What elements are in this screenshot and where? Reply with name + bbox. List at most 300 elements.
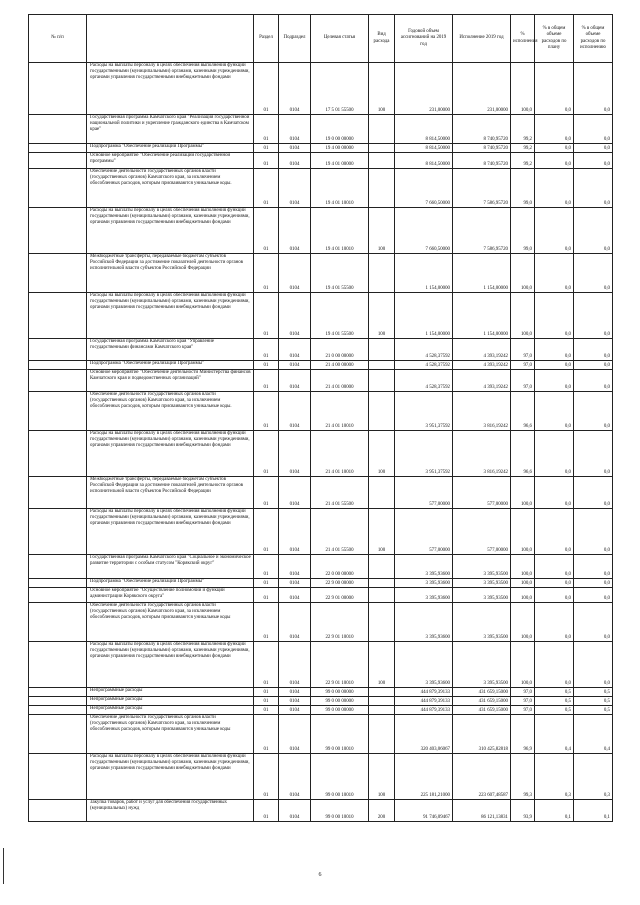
cell-name: Расходы на выплаты персоналу в целях обеспечения выполнения функций государственными (муниципальными) органами, казенными учреждениями, органами управления государственными внебюджетными фондами bbox=[87, 63, 254, 115]
cell-csr: 19 4 01 00000 bbox=[311, 153, 369, 169]
cell-podrazdel: 0104 bbox=[279, 588, 311, 603]
cell-plan: 444 879,39133 bbox=[395, 697, 453, 706]
cell-name: Государственная программа Камчатского края "Реализация государственной национальной политики и укрепление гражданского единства в Камчатском крае" bbox=[87, 115, 254, 144]
cell-csr: 22 9 01 10010 bbox=[311, 603, 369, 642]
cell-razdel: 01 bbox=[254, 715, 279, 754]
cell-vr: 100 bbox=[369, 208, 395, 254]
table-row bbox=[29, 63, 613, 115]
cell-share-plan: 0,4 bbox=[535, 715, 574, 754]
cell-podrazdel: 0104 bbox=[279, 697, 311, 706]
cell-vr bbox=[369, 603, 395, 642]
cell-fact: 1 154,00000 bbox=[453, 254, 511, 293]
cell-share-fact: 0,0 bbox=[574, 339, 613, 361]
cell-vr bbox=[369, 361, 395, 370]
cell-podrazdel: 0104 bbox=[279, 477, 311, 509]
cell-fact: 3 816,19242 bbox=[453, 431, 511, 477]
cell-plan: 1 154,00000 bbox=[395, 293, 453, 339]
cell-podrazdel: 0104 bbox=[279, 715, 311, 754]
cell-name: Государственная программа Камчатского края "Социальное и экономическое развитие территории с особым статусом "Корякский округ" bbox=[87, 555, 254, 579]
cell-csr: 21 4 00 00000 bbox=[311, 361, 369, 370]
cell-share-fact: 0,0 bbox=[574, 642, 613, 688]
cell-plan: 3 395,93600 bbox=[395, 555, 453, 579]
cell-razdel: 01 bbox=[254, 697, 279, 706]
cell-fact: 4 393,19242 bbox=[453, 361, 511, 370]
cell-csr: 99 0 00 00000 bbox=[311, 697, 369, 706]
cell-razdel: 01 bbox=[254, 63, 279, 115]
cell-pct: 99,0 bbox=[511, 169, 535, 208]
table-row bbox=[29, 115, 613, 144]
cell-csr: 19 4 01 10010 bbox=[311, 169, 369, 208]
cell-podrazdel: 0104 bbox=[279, 800, 311, 822]
cell-share-plan: 0,0 bbox=[535, 603, 574, 642]
cell-share-plan: 0,0 bbox=[535, 509, 574, 555]
cell-num bbox=[29, 642, 87, 688]
cell-fact: 3 395,93500 bbox=[453, 588, 511, 603]
cell-share-fact: 0,1 bbox=[574, 800, 613, 822]
cell-share-plan: 0,0 bbox=[535, 144, 574, 153]
cell-plan: 3 395,93600 bbox=[395, 588, 453, 603]
cell-vr bbox=[369, 115, 395, 144]
cell-podrazdel: 0104 bbox=[279, 254, 311, 293]
header-csr: Целевая статья bbox=[311, 15, 369, 63]
cell-vr bbox=[369, 392, 395, 431]
cell-name: Обеспечение деятельности государственных органов власти (государственных органов) Камчатского края, за исключением обособленных расходов, которым присваиваются уникальные коды bbox=[87, 715, 254, 754]
cell-share-plan: 0,0 bbox=[535, 642, 574, 688]
cell-num bbox=[29, 509, 87, 555]
cell-podrazdel: 0104 bbox=[279, 642, 311, 688]
cell-csr: 22 0 00 00000 bbox=[311, 555, 369, 579]
cell-name: Расходы на выплаты персоналу в целях обеспечения выполнения функций государственными (муниципальными) органами, казенными учреждениями, органами управления государственными внебюджетными фондами bbox=[87, 293, 254, 339]
table-row bbox=[29, 254, 613, 293]
cell-vr: 100 bbox=[369, 754, 395, 800]
cell-vr bbox=[369, 144, 395, 153]
cell-share-fact: 0,0 bbox=[574, 254, 613, 293]
cell-share-fact: 0,0 bbox=[574, 603, 613, 642]
header-num: № п/п bbox=[29, 15, 87, 63]
cell-name: Подпрограмма "Обеспечение реализации Программы" bbox=[87, 579, 254, 588]
table-body bbox=[29, 63, 613, 822]
cell-plan: 3 951,37592 bbox=[395, 392, 453, 431]
cell-pct: 100,0 bbox=[511, 588, 535, 603]
table-row bbox=[29, 169, 613, 208]
cell-fact: 577,00000 bbox=[453, 477, 511, 509]
table-row bbox=[29, 555, 613, 579]
cell-plan: 225 181,21000 bbox=[395, 754, 453, 800]
cell-razdel: 01 bbox=[254, 477, 279, 509]
cell-fact: 3 395,93500 bbox=[453, 579, 511, 588]
cell-pct: 97,0 bbox=[511, 370, 535, 392]
header-name bbox=[87, 15, 254, 63]
cell-razdel: 01 bbox=[254, 392, 279, 431]
cell-share-plan: 0,0 bbox=[535, 392, 574, 431]
cell-share-fact: 0,4 bbox=[574, 715, 613, 754]
table-row bbox=[29, 361, 613, 370]
cell-share-fact: 0,0 bbox=[574, 588, 613, 603]
cell-pct: 100,0 bbox=[511, 603, 535, 642]
cell-share-plan: 0,0 bbox=[535, 370, 574, 392]
cell-pct: 96,9 bbox=[511, 715, 535, 754]
cell-name: Основное мероприятие "Обеспечение реализации государственной программы" bbox=[87, 153, 254, 169]
cell-name: Расходы на выплаты персоналу в целях обеспечения выполнения функций государственными (муниципальными) органами, казенными учреждениями, органами управления государственными внебюджетными фондами bbox=[87, 642, 254, 688]
cell-share-plan: 0,0 bbox=[535, 153, 574, 169]
cell-csr: 22 9 00 00000 bbox=[311, 579, 369, 588]
cell-vr bbox=[369, 688, 395, 697]
cell-share-fact: 0,5 bbox=[574, 688, 613, 697]
cell-razdel: 01 bbox=[254, 339, 279, 361]
cell-share-fact: 0,0 bbox=[574, 208, 613, 254]
cell-vr bbox=[369, 706, 395, 715]
table-row bbox=[29, 754, 613, 800]
cell-csr: 21 4 01 00000 bbox=[311, 370, 369, 392]
cell-plan: 1 154,00000 bbox=[395, 254, 453, 293]
table-row bbox=[29, 715, 613, 754]
cell-share-fact: 0,0 bbox=[574, 370, 613, 392]
cell-pct: 99,2 bbox=[511, 115, 535, 144]
cell-podrazdel: 0104 bbox=[279, 339, 311, 361]
cell-pct: 100,0 bbox=[511, 254, 535, 293]
cell-share-plan: 0,0 bbox=[535, 208, 574, 254]
cell-plan: 231,00000 bbox=[395, 63, 453, 115]
cell-plan: 577,00000 bbox=[395, 509, 453, 555]
cell-fact: 4 393,19242 bbox=[453, 370, 511, 392]
cell-share-fact: 0,0 bbox=[574, 477, 613, 509]
cell-pct: 99,2 bbox=[511, 153, 535, 169]
cell-num bbox=[29, 208, 87, 254]
cell-name: Обеспечение деятельности государственных органов власти (государственных органов) Камчатского края, за исключением обособленных расходов, которым присваиваются уникальные коды. bbox=[87, 169, 254, 208]
table-row bbox=[29, 144, 613, 153]
cell-fact: 431 659,15000 bbox=[453, 706, 511, 715]
cell-razdel: 01 bbox=[254, 706, 279, 715]
cell-num bbox=[29, 477, 87, 509]
cell-podrazdel: 0104 bbox=[279, 169, 311, 208]
cell-pct: 100,0 bbox=[511, 509, 535, 555]
cell-num bbox=[29, 715, 87, 754]
cell-razdel: 01 bbox=[254, 115, 279, 144]
table-row bbox=[29, 588, 613, 603]
cell-name: Государственная программа Камчатского края "Управление государственными финансами Камчатского края" bbox=[87, 339, 254, 361]
cell-share-fact: 0,0 bbox=[574, 63, 613, 115]
cell-podrazdel: 0104 bbox=[279, 361, 311, 370]
cell-razdel: 01 bbox=[254, 588, 279, 603]
cell-fact: 7 586,95720 bbox=[453, 208, 511, 254]
cell-razdel: 01 bbox=[254, 144, 279, 153]
cell-name: Расходы на выплаты персоналу в целях обеспечения выполнения функций государственными (муниципальными) органами, казенными учреждениями, органами управления государственными внебюджетными фондами bbox=[87, 509, 254, 555]
cell-vr bbox=[369, 697, 395, 706]
cell-name: Непрограммные расходы bbox=[87, 697, 254, 706]
cell-share-fact: 0,0 bbox=[574, 169, 613, 208]
cell-share-fact: 0,0 bbox=[574, 509, 613, 555]
cell-razdel: 01 bbox=[254, 370, 279, 392]
table-header bbox=[29, 15, 613, 63]
cell-plan: 320 403,06067 bbox=[395, 715, 453, 754]
cell-name: Расходы на выплаты персоналу в целях обеспечения выполнения функций государственными (муниципальными) органами, казенными учреждениями, органами управления государственными внебюджетными фондами bbox=[87, 754, 254, 800]
margin-mark bbox=[3, 848, 4, 884]
cell-vr: 100 bbox=[369, 431, 395, 477]
cell-csr: 17 5 01 55500 bbox=[311, 63, 369, 115]
cell-csr: 19 0 00 00000 bbox=[311, 115, 369, 144]
cell-razdel: 01 bbox=[254, 754, 279, 800]
cell-csr: 99 0 00 00000 bbox=[311, 688, 369, 697]
cell-fact: 8 740,95720 bbox=[453, 115, 511, 144]
cell-name: Обеспечение деятельности государственных органов власти (государственных органов) Камчатского края, за исключением обособленных расходов, которым присваиваются уникальные коды. bbox=[87, 392, 254, 431]
cell-share-plan: 0,0 bbox=[535, 254, 574, 293]
cell-fact: 3 395,93500 bbox=[453, 603, 511, 642]
cell-fact: 3 395,93500 bbox=[453, 642, 511, 688]
cell-fact: 3 395,93500 bbox=[453, 555, 511, 579]
header-vr: Вид расхода bbox=[369, 15, 395, 63]
table-row bbox=[29, 642, 613, 688]
cell-name: Непрограммные расходы bbox=[87, 706, 254, 715]
cell-razdel: 01 bbox=[254, 555, 279, 579]
cell-podrazdel: 0104 bbox=[279, 63, 311, 115]
cell-csr: 21 4 01 10010 bbox=[311, 431, 369, 477]
cell-name: Непрограммные расходы bbox=[87, 688, 254, 697]
cell-fact: 1 154,00000 bbox=[453, 293, 511, 339]
cell-podrazdel: 0104 bbox=[279, 706, 311, 715]
cell-fact: 8 740,95720 bbox=[453, 153, 511, 169]
cell-podrazdel: 0104 bbox=[279, 579, 311, 588]
cell-csr: 22 9 01 10010 bbox=[311, 642, 369, 688]
budget-execution-table bbox=[28, 14, 613, 822]
table-row bbox=[29, 293, 613, 339]
cell-num bbox=[29, 115, 87, 144]
cell-plan: 3 395,93600 bbox=[395, 579, 453, 588]
cell-pct: 97,0 bbox=[511, 361, 535, 370]
cell-name: Межбюджетные трансферты, передаваемые бюджетам субъектов Российской Федерации за достижение показателей деятельности органов исполнительной власти субъектов Российской Федерации bbox=[87, 254, 254, 293]
cell-csr: 99 0 00 10010 bbox=[311, 754, 369, 800]
cell-name: Основное мероприятие "Обеспечение деятельности Министерства финансов Камчатского края и подведомственных организаций" bbox=[87, 370, 254, 392]
cell-plan: 3 395,93600 bbox=[395, 603, 453, 642]
cell-fact: 231,00000 bbox=[453, 63, 511, 115]
cell-pct: 100,0 bbox=[511, 477, 535, 509]
cell-pct: 97,0 bbox=[511, 339, 535, 361]
header-razdel: Раздел bbox=[254, 15, 279, 63]
table-row bbox=[29, 208, 613, 254]
cell-razdel: 01 bbox=[254, 800, 279, 822]
cell-share-plan: 0,0 bbox=[535, 579, 574, 588]
cell-pct: 93,9 bbox=[511, 800, 535, 822]
cell-plan: 8 814,50000 bbox=[395, 153, 453, 169]
cell-vr: 200 bbox=[369, 800, 395, 822]
cell-podrazdel: 0104 bbox=[279, 144, 311, 153]
cell-csr: 21 4 01 10010 bbox=[311, 392, 369, 431]
cell-share-plan: 0,0 bbox=[535, 361, 574, 370]
cell-csr: 19 4 01 55500 bbox=[311, 293, 369, 339]
cell-razdel: 01 bbox=[254, 208, 279, 254]
table-row bbox=[29, 800, 613, 822]
cell-share-plan: 0,3 bbox=[535, 754, 574, 800]
header-share-fact: % в общем объеме расходов по исполнению bbox=[574, 15, 613, 63]
cell-fact: 3 816,19242 bbox=[453, 392, 511, 431]
cell-share-plan: 0,0 bbox=[535, 588, 574, 603]
cell-podrazdel: 0104 bbox=[279, 370, 311, 392]
cell-num bbox=[29, 555, 87, 579]
cell-share-plan: 0,1 bbox=[535, 800, 574, 822]
cell-plan: 4 528,37592 bbox=[395, 339, 453, 361]
cell-name: Подпрограмма "Обеспечение реализации Программы" bbox=[87, 361, 254, 370]
table-row bbox=[29, 697, 613, 706]
page-number: 6 bbox=[318, 872, 322, 878]
cell-share-fact: 0,0 bbox=[574, 555, 613, 579]
table-row bbox=[29, 579, 613, 588]
cell-vr: 100 bbox=[369, 509, 395, 555]
cell-csr: 99 0 00 10010 bbox=[311, 715, 369, 754]
cell-vr: 100 bbox=[369, 293, 395, 339]
cell-num bbox=[29, 754, 87, 800]
cell-num bbox=[29, 603, 87, 642]
cell-pct: 99,0 bbox=[511, 208, 535, 254]
cell-share-fact: 0,0 bbox=[574, 392, 613, 431]
cell-razdel: 01 bbox=[254, 642, 279, 688]
cell-plan: 3 395,93600 bbox=[395, 642, 453, 688]
table-row bbox=[29, 339, 613, 361]
cell-fact: 577,00000 bbox=[453, 509, 511, 555]
cell-share-fact: 0,0 bbox=[574, 361, 613, 370]
cell-podrazdel: 0104 bbox=[279, 153, 311, 169]
cell-share-plan: 0,0 bbox=[535, 63, 574, 115]
cell-plan: 7 660,50000 bbox=[395, 169, 453, 208]
cell-plan: 7 660,50000 bbox=[395, 208, 453, 254]
cell-name: Закупка товаров, работ и услуг для обеспечения государственных (муниципальных) нужд bbox=[87, 800, 254, 822]
cell-share-plan: 0,0 bbox=[535, 115, 574, 144]
cell-pct: 97,0 bbox=[511, 706, 535, 715]
cell-name: Основное мероприятие "Осуществление полномочий и функций администрации Корякского округа" bbox=[87, 588, 254, 603]
cell-plan: 8 814,50000 bbox=[395, 115, 453, 144]
cell-num bbox=[29, 169, 87, 208]
cell-vr bbox=[369, 477, 395, 509]
cell-share-plan: 0,0 bbox=[535, 477, 574, 509]
cell-share-fact: 0,5 bbox=[574, 697, 613, 706]
cell-num bbox=[29, 339, 87, 361]
cell-razdel: 01 bbox=[254, 153, 279, 169]
cell-vr bbox=[369, 254, 395, 293]
table-row bbox=[29, 688, 613, 697]
cell-fact: 431 659,15000 bbox=[453, 688, 511, 697]
cell-fact: 223 607,48587 bbox=[453, 754, 511, 800]
cell-num bbox=[29, 431, 87, 477]
cell-razdel: 01 bbox=[254, 603, 279, 642]
cell-razdel: 01 bbox=[254, 688, 279, 697]
cell-fact: 4 393,19242 bbox=[453, 339, 511, 361]
cell-share-fact: 0,5 bbox=[574, 706, 613, 715]
header-fact: Исполнение 2019 год bbox=[453, 15, 511, 63]
table-row bbox=[29, 603, 613, 642]
cell-num bbox=[29, 293, 87, 339]
cell-num bbox=[29, 688, 87, 697]
cell-csr: 99 0 00 10010 bbox=[311, 800, 369, 822]
cell-share-fact: 0,0 bbox=[574, 431, 613, 477]
header-plan: Годовой объем ассигнований на 2019 год bbox=[395, 15, 453, 63]
table-row bbox=[29, 477, 613, 509]
cell-plan: 4 528,37592 bbox=[395, 361, 453, 370]
cell-pct: 97,0 bbox=[511, 697, 535, 706]
cell-pct: 100,0 bbox=[511, 293, 535, 339]
cell-num bbox=[29, 370, 87, 392]
table-row bbox=[29, 706, 613, 715]
cell-share-plan: 0,5 bbox=[535, 706, 574, 715]
cell-share-fact: 0,0 bbox=[574, 153, 613, 169]
cell-num bbox=[29, 800, 87, 822]
cell-share-plan: 0,0 bbox=[535, 293, 574, 339]
cell-podrazdel: 0104 bbox=[279, 509, 311, 555]
cell-name: Обеспечение деятельности государственных органов власти (государственных органов) Камчатского края, за исключением обособленных расходов, которым присваиваются уникальные коды bbox=[87, 603, 254, 642]
cell-plan: 577,00000 bbox=[395, 477, 453, 509]
cell-num bbox=[29, 579, 87, 588]
cell-name: Расходы на выплаты персоналу в целях обеспечения выполнения функций государственными (муниципальными) органами, казенными учреждениями, органами управления государственными внебюджетными фондами bbox=[87, 208, 254, 254]
cell-share-plan: 0,0 bbox=[535, 555, 574, 579]
cell-vr bbox=[369, 555, 395, 579]
cell-fact: 310 425,82818 bbox=[453, 715, 511, 754]
cell-podrazdel: 0104 bbox=[279, 208, 311, 254]
cell-share-plan: 0,5 bbox=[535, 697, 574, 706]
cell-csr: 19 4 00 00000 bbox=[311, 144, 369, 153]
cell-plan: 91 746,09467 bbox=[395, 800, 453, 822]
cell-vr bbox=[369, 169, 395, 208]
cell-fact: 86 121,13831 bbox=[453, 800, 511, 822]
cell-num bbox=[29, 144, 87, 153]
table-row bbox=[29, 153, 613, 169]
cell-pct: 96,6 bbox=[511, 392, 535, 431]
cell-podrazdel: 0104 bbox=[279, 392, 311, 431]
cell-num bbox=[29, 697, 87, 706]
cell-razdel: 01 bbox=[254, 254, 279, 293]
table-row bbox=[29, 431, 613, 477]
cell-podrazdel: 0104 bbox=[279, 555, 311, 579]
header-pct: % исполнения bbox=[511, 15, 535, 63]
cell-razdel: 01 bbox=[254, 431, 279, 477]
cell-num bbox=[29, 254, 87, 293]
cell-razdel: 01 bbox=[254, 579, 279, 588]
cell-pct: 97,0 bbox=[511, 688, 535, 697]
cell-pct: 99,2 bbox=[511, 144, 535, 153]
cell-name: Межбюджетные трансферты, передаваемые бюджетам субъектов Российской Федерации за достижение показателей деятельности органов исполнительной власти субъектов Российской Федерации bbox=[87, 477, 254, 509]
cell-plan: 444 879,39133 bbox=[395, 706, 453, 715]
cell-fact: 431 659,15000 bbox=[453, 697, 511, 706]
cell-csr: 19 4 01 55500 bbox=[311, 254, 369, 293]
cell-vr bbox=[369, 339, 395, 361]
table-row bbox=[29, 370, 613, 392]
cell-pct: 100,0 bbox=[511, 63, 535, 115]
cell-podrazdel: 0104 bbox=[279, 603, 311, 642]
table-row bbox=[29, 509, 613, 555]
cell-share-plan: 0,0 bbox=[535, 169, 574, 208]
cell-csr: 21 4 01 55500 bbox=[311, 477, 369, 509]
cell-fact: 8 740,95720 bbox=[453, 144, 511, 153]
cell-share-plan: 0,0 bbox=[535, 431, 574, 477]
cell-num bbox=[29, 588, 87, 603]
cell-vr bbox=[369, 715, 395, 754]
cell-fact: 7 586,95720 bbox=[453, 169, 511, 208]
cell-vr bbox=[369, 370, 395, 392]
cell-num bbox=[29, 706, 87, 715]
header-podrazdel: Подраздел bbox=[279, 15, 311, 63]
cell-razdel: 01 bbox=[254, 509, 279, 555]
cell-podrazdel: 0104 bbox=[279, 115, 311, 144]
cell-csr: 22 9 01 00000 bbox=[311, 588, 369, 603]
cell-plan: 8 814,50000 bbox=[395, 144, 453, 153]
cell-podrazdel: 0104 bbox=[279, 293, 311, 339]
cell-num bbox=[29, 392, 87, 431]
cell-num bbox=[29, 63, 87, 115]
cell-vr: 100 bbox=[369, 642, 395, 688]
cell-csr: 21 0 00 00000 bbox=[311, 339, 369, 361]
cell-share-fact: 0,0 bbox=[574, 579, 613, 588]
cell-pct: 96,6 bbox=[511, 431, 535, 477]
cell-share-fact: 0,0 bbox=[574, 115, 613, 144]
cell-plan: 444 879,39133 bbox=[395, 688, 453, 697]
cell-share-plan: 0,0 bbox=[535, 339, 574, 361]
cell-pct: 100,0 bbox=[511, 579, 535, 588]
